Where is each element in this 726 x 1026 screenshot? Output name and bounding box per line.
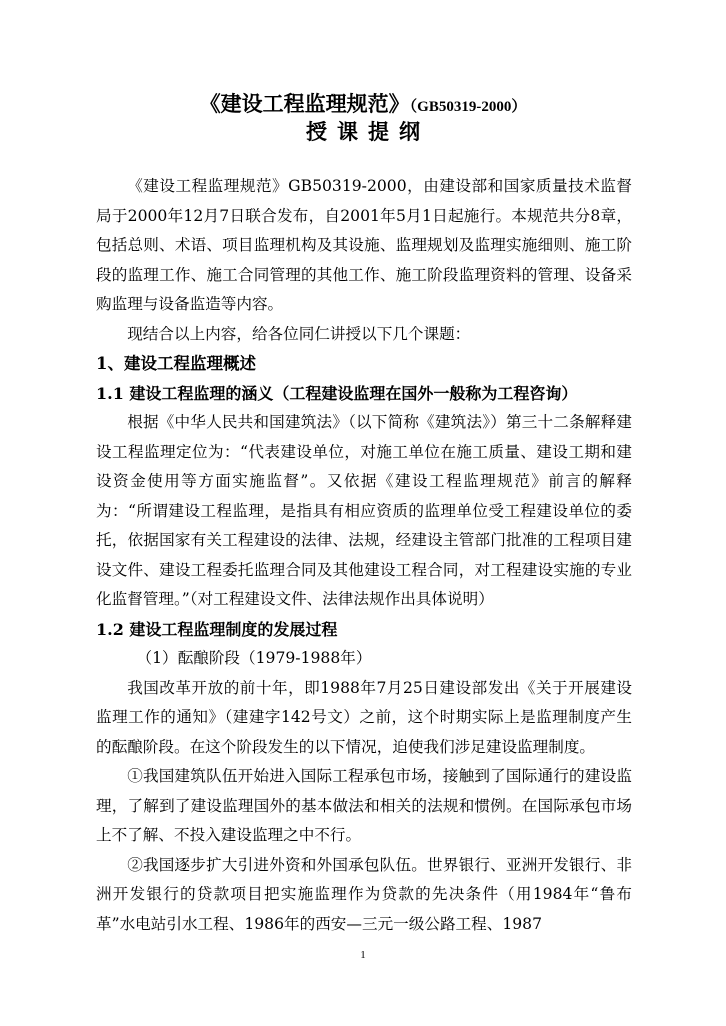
page-number: 1: [360, 949, 366, 961]
stage-1-paragraph: 我国改革开放的前十年，即1988年7月25日建设部发出《关于开展建设监理工作的通知》（建建字142号文）之前，这个时期实际上是监理制度产生的酝酿阶段。在这个阶段发生的以下情况，迫使我们涉足建设监理制度。: [96, 678, 632, 756]
document-subtitle: 授课提纲: [306, 119, 430, 144]
document-title: [0, 88, 726, 118]
title-text: 《建设工程监理规范》: [199, 91, 410, 116]
document-body: [96, 172, 632, 939]
intro-paragraph: 《建设工程监理规范》GB50319-2000，由建设部和国家质量技术监督局于2000年12月7日联合发布，自2001年5月1日起施行。本规范共分8章，包括总则、术语、项目监理机构及其设施、监理规划及监理实施细则、施工阶段的监理工作、施工合同管理的其他工作、施工阶段监理资料的管理、设备采购监理与设备监造等内容。: [96, 177, 632, 313]
point-2-paragraph: ②我国逐步扩大引进外资和外国承包队伍。世界银行、亚洲开发银行、非洲开发银行的贷款项目把实施监理作为贷款的先决条件（用1984年“鲁布革”水电站引水工程、1986年的西安—三元一级公路工程、1987: [96, 855, 632, 933]
lead-paragraph: 现结合以上内容，给各位同仁讲授以下几个课题：: [127, 324, 471, 343]
stage-1-label: （1）酝酿阶段（1979-1988年）: [136, 649, 372, 667]
section-1-heading: 1、建设工程监理概述: [96, 354, 256, 373]
section-1-1-paragraph: 根据《中华人民共和国建筑法》（以下简称《建筑法》）第三十二条解释建设工程监理定位为：“代表建设单位，对施工单位在施工质量、建设工期和建设资金使用等方面实施监督”。又依据《建设工程监理规范》前言的解释为：“所谓建设工程监理，是指具有相应资质的监理单位受工程建设单位的委托，依据国家有关工程建设的法律、法规，经建设主管部门批准的工程项目建设文件、建设工程委托监理合同及其他建设工程合同，对工程建设实施的专业化监督管理。”（对工程建设文件、法律法规作出具体说明）: [96, 413, 632, 608]
section-1-1-heading: 1.1 建设工程监理的涵义（工程建设监理在国外一般称为工程咨询）: [96, 383, 578, 403]
standard-code: （GB50319-2000）: [409, 99, 527, 115]
section-1-2-heading: 1.2 建设工程监理制度的发展过程: [96, 619, 338, 639]
point-1-paragraph: ①我国建筑队伍开始进入国际工程承包市场，接触到了国际通行的建设监理，了解到了建设监理国外的基本做法和相关的法规和惯例。在国际承包市场上不了解、不投入建设监理之中不行。: [96, 767, 632, 844]
